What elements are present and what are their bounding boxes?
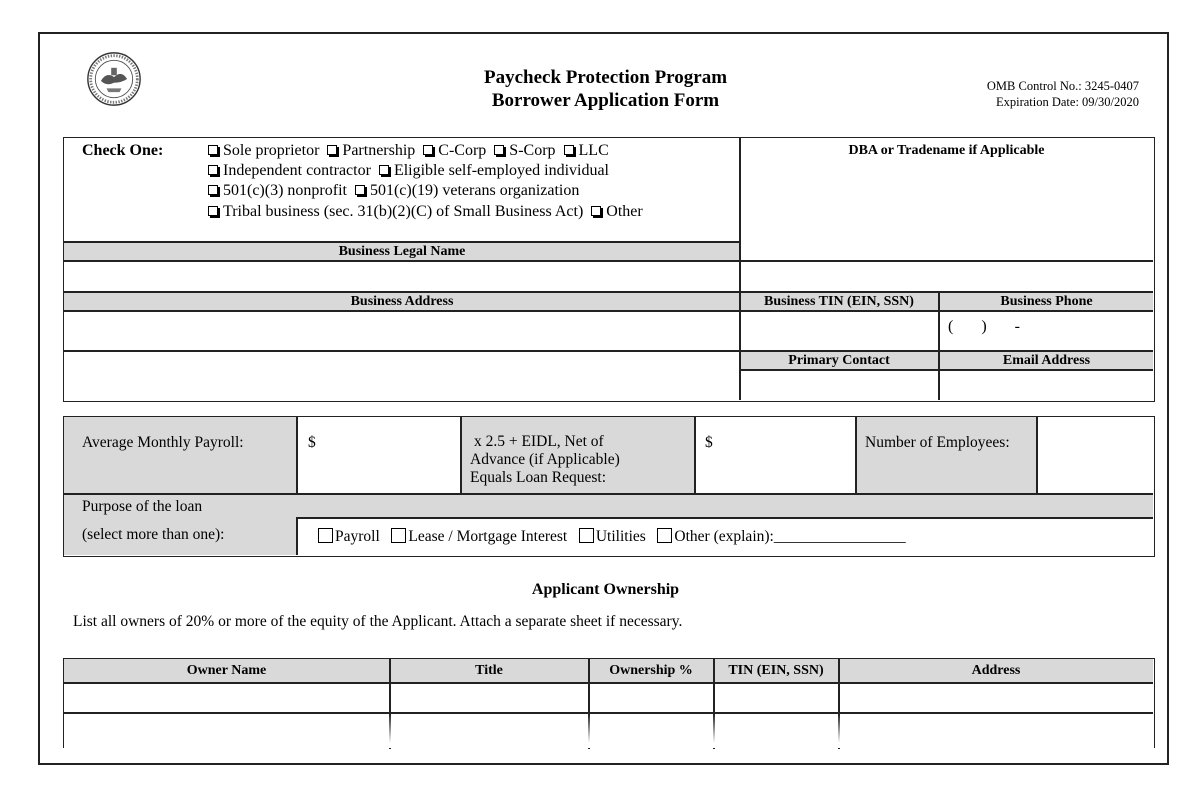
primary-contact-input[interactable] — [741, 371, 937, 400]
self-employed-option[interactable]: Eligible self-employed individual — [379, 162, 609, 179]
business-tin-label: Business TIN (EIN, SSN) — [764, 294, 914, 309]
self-employed-checkbox[interactable] — [379, 165, 389, 175]
ownership-percent-header: Ownership % — [609, 663, 693, 678]
llc-checkbox[interactable] — [564, 145, 574, 155]
veterans-org-checkbox[interactable] — [355, 185, 365, 195]
number-of-employees-label: Number of Employees: — [865, 434, 1010, 451]
entity-options-row-1 — [208, 141, 609, 161]
nonprofit-checkbox[interactable] — [208, 185, 218, 195]
utilities-checkbox[interactable] — [579, 528, 594, 543]
business-phone-label: Business Phone — [1000, 294, 1093, 309]
dba-label: DBA or Tradename if Applicable — [848, 143, 1045, 158]
entity-options-row-4 — [208, 202, 643, 222]
owner-tin-header: TIN (EIN, SSN) — [728, 663, 824, 678]
owner-address-header: Address — [971, 663, 1021, 678]
avg-monthly-payroll-label: Average Monthly Payroll: — [82, 434, 244, 451]
multiplier-label: x 2.5 + EIDL, Net of Advance (if Applicable) Equals Loan Request: — [470, 433, 620, 486]
entity-options-row-2 — [208, 161, 609, 181]
sole-proprietor-checkbox[interactable] — [208, 145, 218, 155]
primary-contact-label: Primary Contact — [788, 353, 890, 368]
tribal-business-option[interactable]: Tribal business (sec. 31(b)(2)(C) of Small Business Act) — [208, 203, 583, 220]
business-phone-input[interactable]: ( ) - — [948, 318, 1020, 335]
llc-option[interactable]: LLC — [564, 142, 609, 159]
payroll-option[interactable]: Payroll — [318, 528, 380, 545]
loan-request-table — [63, 416, 1155, 557]
loan-purpose-label: Purpose of the loan — [82, 498, 203, 515]
loan-purpose-options — [318, 527, 906, 546]
table-row[interactable] — [64, 684, 1153, 712]
entity-options-row-3 — [208, 181, 579, 201]
payroll-checkbox[interactable] — [318, 528, 333, 543]
independent-contractor-checkbox[interactable] — [208, 165, 218, 175]
legal-name-extra-input[interactable] — [740, 262, 1152, 291]
omb-control-number: OMB Control No.: 3245-0407 — [986, 79, 1139, 93]
business-info-table — [63, 137, 1155, 402]
veterans-org-option[interactable]: 501(c)(19) veterans organization — [355, 182, 579, 199]
loan-request-input[interactable]: $ — [705, 434, 713, 451]
business-address-line1-input[interactable] — [64, 312, 739, 350]
avg-monthly-payroll-input[interactable]: $ — [308, 434, 316, 451]
omb-info — [987, 78, 1139, 110]
partnership-option[interactable]: Partnership — [327, 142, 415, 159]
other-purpose-option[interactable]: Other (explain):_________________ — [657, 528, 905, 545]
expiration-date: Expiration Date: 09/30/2020 — [995, 95, 1139, 109]
legal-name-input[interactable] — [64, 262, 739, 291]
other-purpose-checkbox[interactable] — [657, 528, 672, 543]
dba-input[interactable] — [740, 156, 1152, 260]
loan-purpose-hint: (select more than one): — [82, 526, 225, 543]
legal-name-label: Business Legal Name — [338, 244, 466, 259]
s-corp-checkbox[interactable] — [494, 145, 504, 155]
ownership-heading: Applicant Ownership — [531, 581, 680, 598]
business-tin-input[interactable] — [741, 312, 937, 350]
business-address-line2-input[interactable] — [64, 352, 739, 400]
other-entity-checkbox[interactable] — [591, 206, 601, 216]
nonprofit-option[interactable]: 501(c)(3) nonprofit — [208, 182, 347, 199]
email-address-label: Email Address — [1002, 353, 1091, 368]
tribal-business-checkbox[interactable] — [208, 206, 218, 216]
check-one-label: Check One: — [82, 142, 164, 159]
form-subtitle: Borrower Application Form — [491, 90, 720, 111]
sole-proprietor-option[interactable]: Sole proprietor — [208, 142, 319, 159]
partnership-checkbox[interactable] — [327, 145, 337, 155]
business-address-label: Business Address — [350, 294, 454, 309]
ownership-instructions: List all owners of 20% or more of the equity of the Applicant. Attach a separate sheet if necessary. — [73, 613, 683, 630]
application-form-page — [38, 32, 1169, 765]
owner-name-header: Owner Name — [186, 663, 267, 678]
ownership-table — [63, 658, 1155, 748]
lease-mortgage-option[interactable]: Lease / Mortgage Interest — [391, 528, 567, 545]
utilities-option[interactable]: Utilities — [579, 528, 646, 545]
program-title: Paycheck Protection Program — [483, 67, 728, 88]
s-corp-option[interactable]: S-Corp — [494, 142, 555, 159]
independent-contractor-option[interactable]: Independent contractor — [208, 162, 371, 179]
lease-mortgage-checkbox[interactable] — [391, 528, 406, 543]
c-corp-option[interactable]: C-Corp — [423, 142, 486, 159]
title-header: Title — [475, 663, 503, 678]
email-address-input[interactable] — [940, 371, 1152, 400]
number-of-employees-input[interactable] — [1038, 417, 1152, 493]
other-entity-option[interactable]: Other — [591, 203, 642, 220]
c-corp-checkbox[interactable] — [423, 145, 433, 155]
